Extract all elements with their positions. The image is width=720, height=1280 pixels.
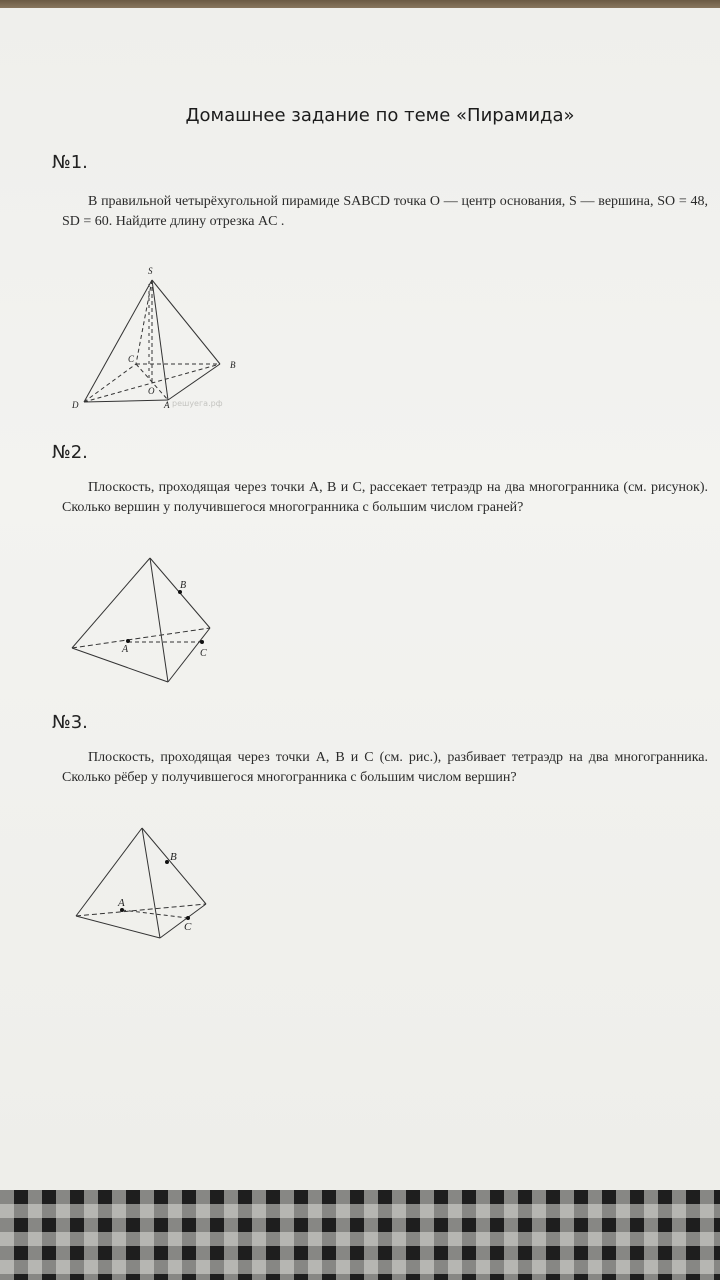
task-2-text: Плоскость, проходящая через точки A, B и C, рассекает тетраэдр на два многогранника (см. рисунок). Сколько вершин у получившегося многогранника с большим числом граней? (62, 480, 708, 515)
task-1-pyramid-figure (60, 260, 260, 420)
edge-left-front (72, 648, 168, 682)
edge-top-left (76, 828, 142, 916)
edge-top-right (142, 828, 206, 904)
diag-db (84, 364, 220, 402)
watermark: решуега.рф (172, 399, 223, 408)
label-a: A (118, 897, 125, 909)
task-2-tetrahedron-figure (60, 550, 240, 690)
label-a: A (122, 644, 129, 655)
edge-front-right (160, 904, 206, 938)
label-s: S (148, 266, 153, 276)
edge-sc (136, 280, 152, 364)
task-1-text: В правильной четырёхугольной пирамиде SABCD точка O — центр основания, S — вершина, SO = 48, SD = 60. Найдите длину отрезка AC . (62, 194, 708, 229)
task-3-tetrahedron-figure (66, 822, 216, 942)
label-b: B (170, 851, 177, 863)
point-a (126, 639, 130, 643)
edge-ab (168, 364, 220, 400)
page-title: Домашнее задание по теме «Пирамида» (185, 105, 575, 126)
edge-back-hidden (76, 904, 206, 916)
label-a: A (164, 400, 170, 410)
point-b (165, 860, 169, 864)
label-b: B (230, 360, 236, 370)
task-3-text: Плоскость, проходящая через точки A, B и C (см. рис.), разбивает тетраэдр на два многогранника. Сколько рёбер у получившегося многогранника с большим числом вершин? (62, 750, 708, 785)
label-b: B (180, 580, 187, 591)
task-1-number: №1. (52, 152, 88, 173)
label-c: C (200, 648, 207, 659)
edge-left-front (76, 916, 160, 938)
edge-top-left (72, 558, 150, 648)
edge-back-hidden (72, 628, 210, 648)
edge-sd (84, 280, 152, 402)
task-3-number: №3. (52, 712, 88, 733)
task-2-number: №2. (52, 442, 88, 463)
point-c (200, 640, 204, 644)
edge-da (84, 400, 168, 402)
section-line (122, 910, 188, 918)
edge-sb (152, 280, 220, 364)
edge-dc (84, 364, 136, 402)
label-c: C (184, 921, 192, 933)
checkered-cloth-background (0, 1190, 720, 1280)
label-o: O (148, 386, 155, 396)
label-d: D (72, 400, 79, 410)
label-c: C (128, 354, 135, 364)
edge-top-front (142, 828, 160, 938)
point-c (186, 916, 190, 920)
